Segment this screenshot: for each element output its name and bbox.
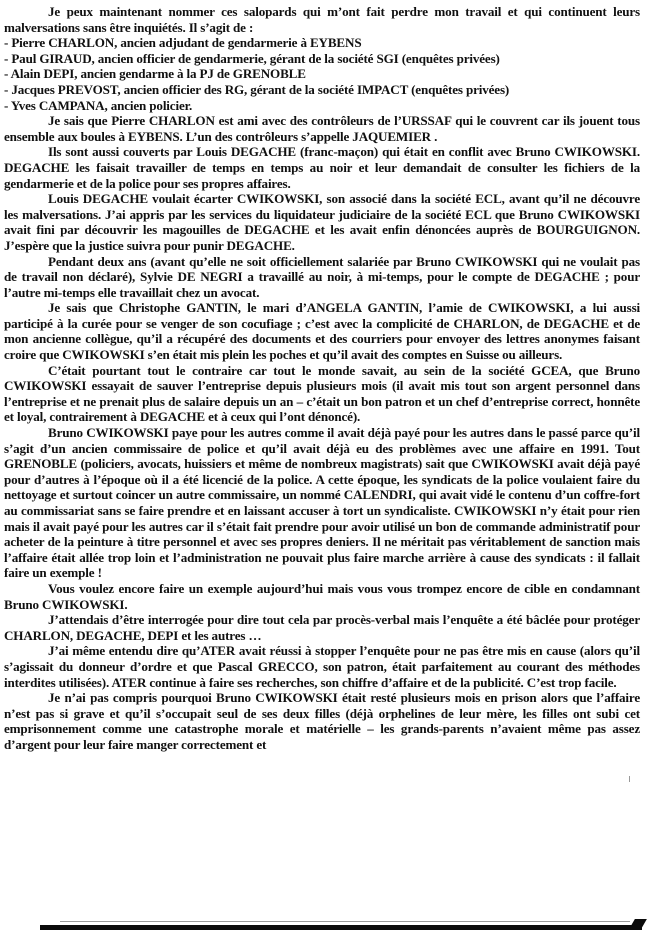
paragraph-urssaf: Je sais que Pierre CHARLON est ami avec des contrôleurs de l’URSSAF qui le couvrent car ils jouent tous ensemble aux boules à EYBENS. L’un des contrôleurs s’appelle JAQUEMIER .	[4, 113, 640, 144]
paragraph-ater: J’ai même entendu dire qu’ATER avait réussi à stopper l’enquête pour ne pas être mis en cause (alors qu’il s’agissait du donneur d’ordre et que Pascal GRECCO, son patron, était parfaitement au courant des méthodes interdites utilisées). ATER continue à faire ses recherches, son chiffre d’affaire et de la publicité. C’est trop facile.	[4, 643, 640, 690]
paragraph-prison: Je n’ai pas compris pourquoi Bruno CWIKOWSKI était resté plusieurs mois en prison alors que l’affaire n’est pas si grave et qu’il s’occupait seul de ses deux filles (déjà orphelines de leur mère, les filles ont subi cet emprisonnement comme une catastrophe morale et matérielle – les grands-parents n’avaient même pas assez d’argent pour leur faire manger correctement et	[4, 690, 640, 752]
paragraph-botched-inquiry: J’attendais d’être interrogée pour dire tout cela par procès-verbal mais l’enquête a été bâclée pour protéger CHARLON, DEGACHE, DEPI et les autres …	[4, 612, 640, 643]
paragraph-degache-cover: Ils sont aussi couverts par Louis DEGACHE (franc-maçon) qui était en conflit avec Bruno CWIKOWSKI. DEGACHE les faisait travailler de temps en temps au noir et leur demandait de consulter les fichiers de la gendarmerie et de la police pour ses propres affaires.	[4, 144, 640, 191]
document-page	[4, 4, 640, 753]
paragraph-de-negri: Pendant deux ans (avant qu’elle ne soit officiellement salariée par Bruno CWIKOWSKI qui ne voulait pas de travail non déclaré), Sylvie DE NEGRI a travaillé au noir, à mi-temps, pour le compte de DEGACHE ; pour l’autre mi-temps elle travaillait chez un avocat.	[4, 253, 640, 300]
scan-edge-line	[60, 921, 630, 922]
scan-edge-tip	[629, 919, 647, 929]
paragraph-past-affair: Bruno CWIKOWSKI paye pour les autres comme il avait déjà payé pour les autres dans le passé parce qu’il s’agit d’un ancien commissaire de police et qu’il avait déjà eu des problèmes avec une affaire en 1991. Tout GRENOBLE (policiers, avocats, huissiers et même de nombreux magistrats) sait que CWIKOWSKI avait déjà payé pour d’autres à l’époque où il a été licencié de la police. A cette époque, les syndicats de la police voulaient faire du nettoyage et surtout coincer un autre commissaire, un nommé CALENDRI, qui avait vidé le contenu d’un coffre-fort au commissariat sans se faire prendre et en laissant accuser à tort un syndicaliste. CWIKOWSKI n’y était pour rien mais il avait payé pour les autres car il s’était fait prendre pour avoir utilisé un bon de commande administratif pour acheter de la peinture à titre personnel et avec ses propres deniers. Il ne méritait pas véritablement de sanction mais l’affaire était allée trop loin et l’administration ne pouvait plus faire marche arrière à cause des syndicats : il fallait faire un exemple !	[4, 425, 640, 581]
list-item: - Jacques PREVOST, ancien officier des RG, gérant de la société IMPACT (enquêtes privées)	[4, 81, 510, 97]
list-item: - Alain DEPI, ancien gendarme à la PJ de GRENOBLE	[4, 66, 306, 82]
list-item: - Yves CAMPANA, ancien policier.	[4, 97, 193, 113]
scan-speck	[629, 776, 630, 782]
list-item: - Pierre CHARLON, ancien adjudant de gendarmerie à EYBENS	[4, 35, 362, 51]
paragraph-ecl: Louis DEGACHE voulait écarter CWIKOWSKI, son associé dans la société ECL, avant qu’il ne découvre les malversations. J’ai appris par les services du liquidateur judiciaire de la société ECL que Bruno CWIKOWSKI avait fini par découvrir les magouilles de DEGACHE et les avait enfin dénoncées auprès de BOURGUIGNON. J’espère que la justice suivra pour punir DEGACHE.	[4, 191, 640, 253]
list-item: - Paul GIRAUD, ancien officier de gendarmerie, gérant de la société SGI (enquêtes privées)	[4, 50, 500, 66]
paragraph-gcea: C’était pourtant tout le contraire car tout le monde savait, au sein de la société GCEA, que Bruno CWIKOWSKI essayait de sauver l’entreprise depuis plusieurs mois (il avait mis tout son argent personnel dans l’entreprise et ne prenait plus de salaire depuis un an – c’était un bon patron et un chef d’entreprise correct, honnête et loyal, contrairement à DEGACHE et à ceux qui l’ont dénoncé).	[4, 362, 640, 425]
scan-edge-bar	[40, 925, 642, 930]
paragraph-gantin: Je sais que Christophe GANTIN, le mari d’ANGELA GANTIN, l’amie de CWIKOWSKI, a lui aussi participé à la curée pour se venger de son cocufiage ; c’est avec la complicité de CHARLON, de DEGACHE et de mon ancienne collègue, qu’il a récupéré des documents et des courriers pour envoyer des lettres anonymes faisant croire que CWIKOWSKI s’en était mis plein les poches et qu’il avait des comptes en Suisse ou ailleurs.	[4, 300, 640, 363]
paragraph-wrong-target: Vous voulez encore faire un exemple aujourd’hui mais vous vous trompez encore de cible en condamnant Bruno CWIKOWSKI.	[4, 580, 640, 612]
names-list	[4, 35, 640, 113]
intro-paragraph: Je peux maintenant nommer ces salopards qui m’ont fait perdre mon travail et qui continuent leurs malversations sans être inquiétés. Il s’agit de :	[4, 4, 640, 35]
